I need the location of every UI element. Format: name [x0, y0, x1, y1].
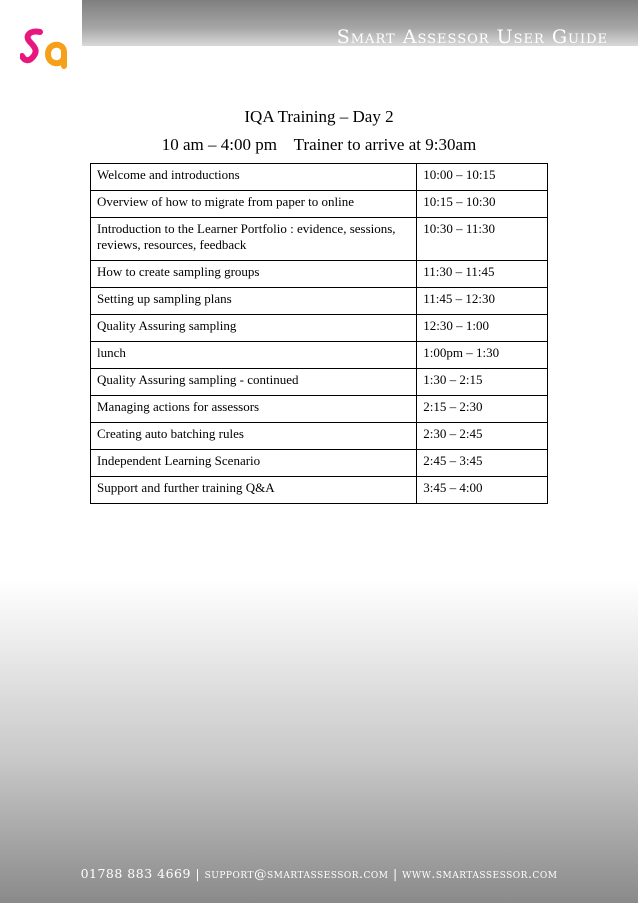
schedule-topic: Support and further training Q&A [91, 477, 417, 504]
schedule-topic: Welcome and introductions [91, 164, 417, 191]
table-row [91, 191, 548, 218]
table-row [91, 396, 548, 423]
table-row [91, 342, 548, 369]
schedule-time: 12:30 – 1:00 [417, 315, 548, 342]
document-subtitle: 10 am – 4:00 pm Trainer to arrive at 9:30am [161, 135, 477, 154]
schedule-topic: How to create sampling groups [91, 261, 417, 288]
schedule-table [90, 163, 548, 504]
schedule-topic: Overview of how to migrate from paper to online [91, 191, 417, 218]
schedule-topic: Independent Learning Scenario [91, 450, 417, 477]
sa-logo-icon [20, 26, 68, 70]
schedule-time: 3:45 – 4:00 [417, 477, 548, 504]
schedule-time: 2:45 – 3:45 [417, 450, 548, 477]
schedule-topic: Quality Assuring sampling [91, 315, 417, 342]
schedule-topic: Introduction to the Learner Portfolio : evidence, sessions, reviews, resources, feedback [91, 218, 417, 261]
table-row [91, 423, 548, 450]
schedule-time: 1:30 – 2:15 [417, 369, 548, 396]
table-row [91, 288, 548, 315]
document-title: IQA Training – Day 2 [244, 107, 394, 126]
table-row [91, 450, 548, 477]
table-row [91, 164, 548, 191]
schedule-time: 10:00 – 10:15 [417, 164, 548, 191]
schedule-topic: Quality Assuring sampling - continued [91, 369, 417, 396]
schedule-topic: Creating auto batching rules [91, 423, 417, 450]
schedule-time: 11:45 – 12:30 [417, 288, 548, 315]
table-row [91, 315, 548, 342]
schedule-topic: Setting up sampling plans [91, 288, 417, 315]
table-row [91, 477, 548, 504]
header-white-strip [0, 46, 638, 86]
schedule-topic: lunch [91, 342, 417, 369]
schedule-time: 10:30 – 11:30 [417, 218, 548, 261]
schedule-topic: Managing actions for assessors [91, 396, 417, 423]
table-row [91, 369, 548, 396]
schedule-time: 11:30 – 11:45 [417, 261, 548, 288]
schedule-time: 2:30 – 2:45 [417, 423, 548, 450]
header-title: Smart Assessor User Guide [336, 26, 608, 48]
footer-contact: 01788 883 4669 | support@smartassessor.com | www.smartassessor.com [80, 866, 558, 881]
schedule-time: 1:00pm – 1:30 [417, 342, 548, 369]
schedule-time: 2:15 – 2:30 [417, 396, 548, 423]
schedule-time: 10:15 – 10:30 [417, 191, 548, 218]
table-row [91, 261, 548, 288]
table-row [91, 218, 548, 261]
